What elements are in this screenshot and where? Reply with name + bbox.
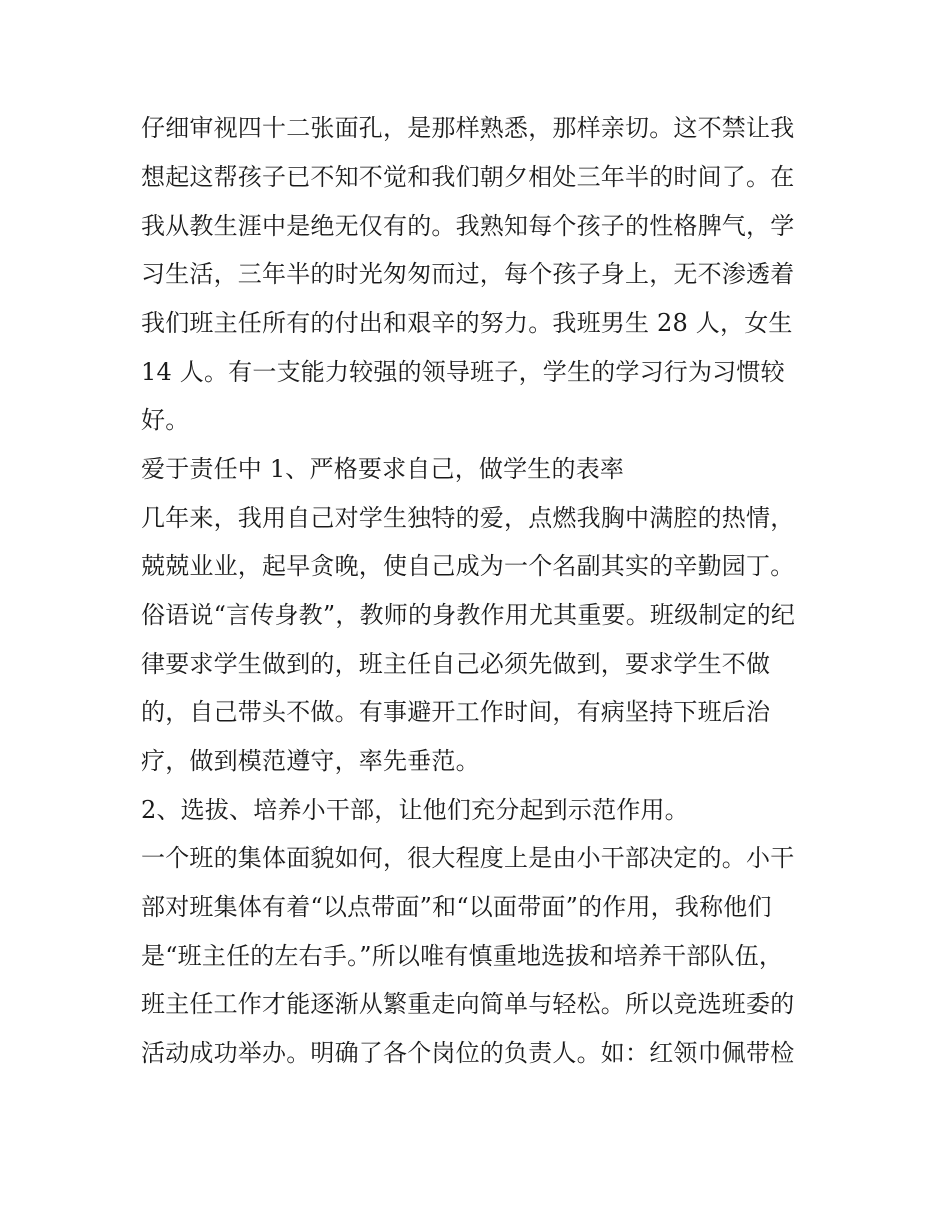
text-line: 班主任工作才能逐渐从繁重走向简单与轻松。所以竞选班委的: [141, 990, 795, 1018]
text-line: 部对班集体有着“以点带面”和“以面带面”的作用，我称他们: [141, 893, 772, 921]
text-line: 好。: [141, 406, 190, 434]
text-line: 活动成功举办。明确了各个岗位的负责人。如：红领巾佩带检: [141, 1039, 795, 1067]
text-line: 14 人。有一支能力较强的领导班子，学生的学习行为习惯较: [141, 358, 785, 386]
text-line: 俗语说“言传身教”，教师的身教作用尤其重要。班级制定的纪: [141, 601, 796, 629]
text-line: 几年来，我用自己对学生独特的爱，点燃我胸中满腔的热情，: [141, 504, 795, 532]
text-line: 我从教生涯中是绝无仅有的。我熟知每个孩子的性格脾气，学: [141, 212, 795, 240]
section-heading: 2、选拔、培养小干部，让他们充分起到示范作用。: [141, 796, 689, 824]
text-line: 仔细审视四十二张面孔，是那样熟悉，那样亲切。这不禁让我: [141, 114, 795, 142]
text-line: 一个班的集体面貌如何，很大程度上是由小干部决定的。小干: [141, 844, 795, 872]
section-heading: 爱于责任中 1、严格要求自己，做学生的表率: [141, 455, 625, 483]
text-line: 我们班主任所有的付出和艰辛的努力。我班男生 28 人，女生: [141, 309, 793, 337]
text-line: 是“班主任的左右手。”所以唯有慎重地选拔和培养干部队伍，: [141, 942, 784, 970]
text-line: 习生活，三年半的时光匆匆而过，每个孩子身上，无不渗透着: [141, 260, 795, 288]
text-line: 律要求学生做到的，班主任自己必须先做到，要求学生不做: [141, 650, 771, 678]
text-line: 的，自己带头不做。有事避开工作时间，有病坚持下班后治: [141, 698, 771, 726]
text-line: 兢兢业业，起早贪晚，使自己成为一个名副其实的辛勤园丁。: [141, 552, 795, 580]
text-line: 想起这帮孩子已不知不觉和我们朝夕相处三年半的时间了。在: [141, 163, 795, 191]
text-line: 疗，做到模范遵守，率先垂范。: [141, 747, 480, 775]
